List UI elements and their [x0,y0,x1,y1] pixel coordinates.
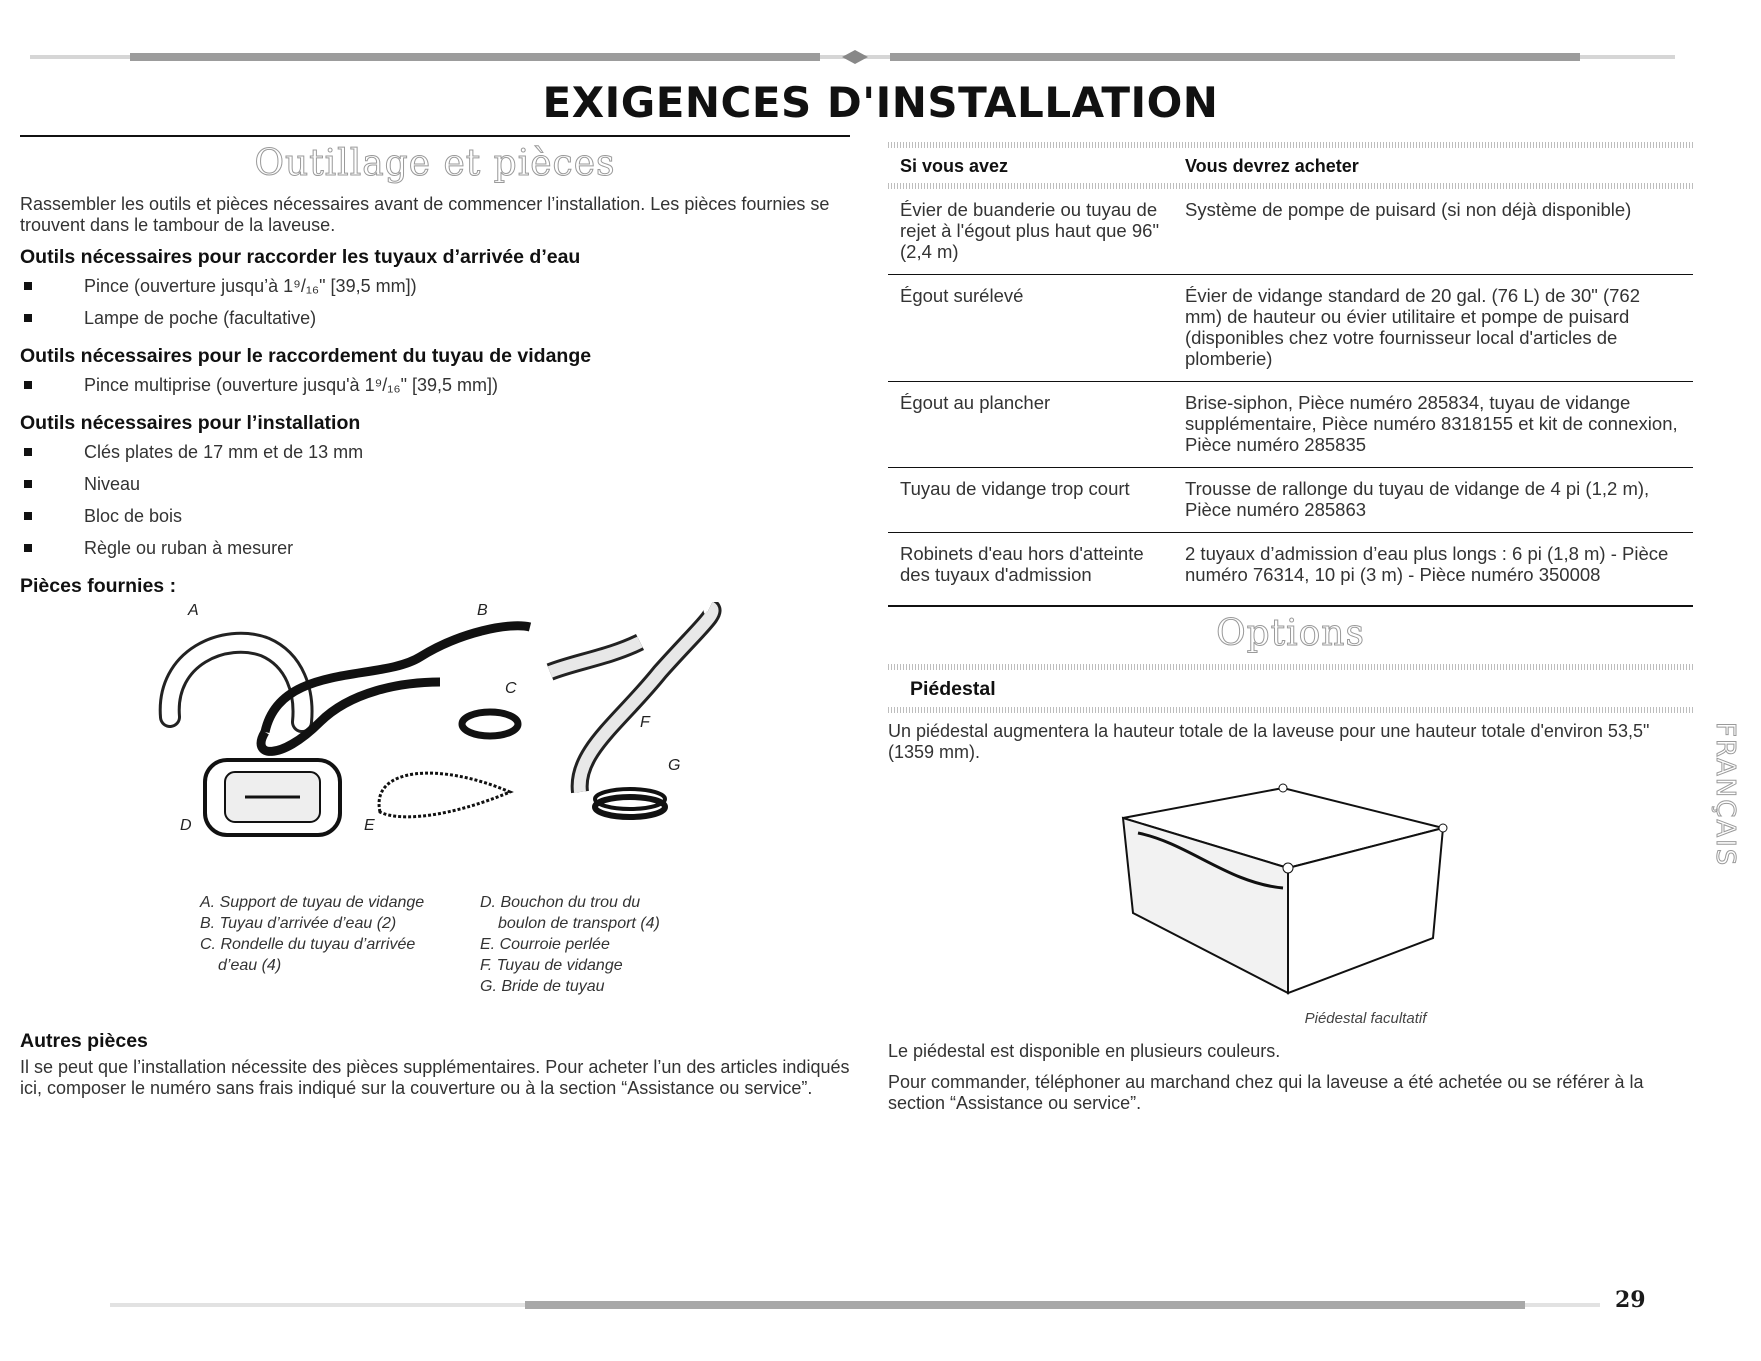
drain-hose-tools-list [20,372,850,404]
list-item: Pince (ouverture jusqu’à 1⁹/₁₆" [39,5 mm]) [20,273,850,305]
caption-d-cont: boulon de transport (4) [498,915,660,932]
figure-label-a: A [188,602,199,619]
list-item: Règle ou ruban à mesurer [20,535,850,567]
table-row [888,189,1693,275]
figure-label-d: D [180,817,192,834]
table-cell: Égout au plancher [888,382,1173,468]
table-cell: Trousse de rallonge du tuyau de vidange de 4 pi (1,2 m), Pièce numéro 285863 [1173,468,1693,533]
table-cell: Brise-siphon, Pièce numéro 285834, tuyau de vidange supplémentaire, Pièce numéro 8318155 et kit de connexion, Pièce numéro 285835 [1173,382,1693,468]
caption-d: D. Bouchon du trou du [480,894,641,911]
other-parts-text: Il se peut que l’installation nécessite des pièces supplémentaires. Pour acheter l’un des articles indiqués ici, composer le numéro sans frais indiqué sur la couverture ou à la section “Assistance ou service”. [20,1057,850,1098]
table-cell: Robinets d'eau hors d'atteinte des tuyaux d'admission [900,543,1144,585]
pedestal-text: Un piédestal augmentera la hauteur totale de la laveuse pour une hauteur totale d'environ 53,5" (1359 mm). [888,721,1650,762]
table-row [888,533,1693,598]
language-side-tab: FRANÇAIS [1710,722,1740,868]
table-row [888,275,1693,382]
table-cell: Système de pompe de puisard (si non déjà disponible) [1173,189,1693,275]
figure-label-g: G [668,757,681,774]
pedestal-caption: Piédestal facultatif [1304,1010,1427,1027]
caption-b: B. Tuyau d’arrivée d’eau (2) [200,915,397,932]
list-item: Niveau [20,471,850,503]
water-inlet-tools-list [20,273,850,337]
figure-label-f: F [640,714,650,731]
table-row [888,468,1693,533]
group-heading-water-inlet: Outils nécessaires pour raccorder les tuyaux d’arrivée d’eau [20,246,581,268]
intro-paragraph: Rassembler les outils et pièces nécessaires avant de commencer l’installation. Les pièces fournies se trouvent dans le tambour de la laveuse. [20,194,830,235]
column-header: Si vous avez [900,156,1009,176]
group-heading-installation: Outils nécessaires pour l’installation [20,412,361,434]
figure-label-e: E [364,817,375,834]
group-heading-drain-hose: Outils nécessaires pour le raccordement du tuyau de vidange [20,345,592,367]
list-item: Bloc de bois [20,503,850,535]
requirements-table [888,148,1693,597]
list-item: Pince multiprise (ouverture jusqu'à 1⁹/₁₆" [39,5 mm]) [20,372,850,404]
parts-supplied-heading: Pièces fournies : [20,575,177,597]
right-column [888,142,1693,1124]
table-cell: Égout surélevé [888,275,1173,382]
pedestal-colors-text: Le piédestal est disponible en plusieurs couleurs. [888,1041,1281,1061]
footer-decorative-band [110,1300,1600,1310]
table-cell: Évier de buanderie ou tuyau de rejet à l'égout plus haut que 96" (2,4 m) [888,189,1173,275]
options-top-rule [888,605,1693,607]
list-item: Clés plates de 17 mm et de 13 mm [20,439,850,471]
parts-drawing [20,602,850,892]
list-item: Lampe de poche (facultative) [20,305,850,337]
left-column [20,135,850,1109]
pedestal-order-text: Pour commander, téléphoner au marchand chez qui la laveuse a été achetée ou se référer à la section “Assistance ou service”. [888,1072,1644,1113]
pedestal-illustration [888,773,1693,1003]
parts-captions [20,892,850,1022]
caption-c: C. Rondelle du tuyau d’arrivée [200,936,416,953]
installation-tools-list [20,439,850,567]
figure-label-c: C [505,680,517,697]
top-decorative-band [30,50,1675,64]
column-header: Vous devrez acheter [1185,156,1359,176]
page-number: 29 [1615,1287,1646,1313]
other-parts-heading: Autres pièces [20,1030,148,1052]
table-cell: Tuyau de vidange trop court [888,468,1173,533]
left-top-rule [20,135,850,137]
pedestal-top-hatch [888,664,1693,670]
table-cell: Évier de vidange standard de 20 gal. (76 L) de 30" (762 mm) de hauteur ou évier utilitaire et pompe de puisard (disponibles chez votre fournisseur local d'articles de plomberie) [1173,275,1693,382]
page-title: EXIGENCES D'INSTALLATION [542,78,1219,127]
parts-illustration [20,602,850,892]
caption-g: G. Bride de tuyau [480,978,605,995]
tools-parts-heading: Outillage et pièces [254,143,616,184]
figure-label-b: B [477,602,488,619]
caption-f: F. Tuyau de vidange [480,957,623,974]
caption-c-cont: d’eau (4) [218,957,282,974]
options-heading: Options [1216,613,1365,654]
pedestal-heading: Piédestal [910,678,996,700]
table-cell: 2 tuyaux d’admission d’eau plus longs : 6 pi (1,8 m) - Pièce numéro 76314, 10 pi (3 m) - Pièce numéro 350008 [1185,543,1669,585]
table-row [888,382,1693,468]
table-header-row [888,148,1693,183]
caption-a: A. Support de tuyau de vidange [200,894,425,911]
caption-e: E. Courroie perlée [480,936,610,953]
pedestal-bottom-hatch [888,707,1693,713]
